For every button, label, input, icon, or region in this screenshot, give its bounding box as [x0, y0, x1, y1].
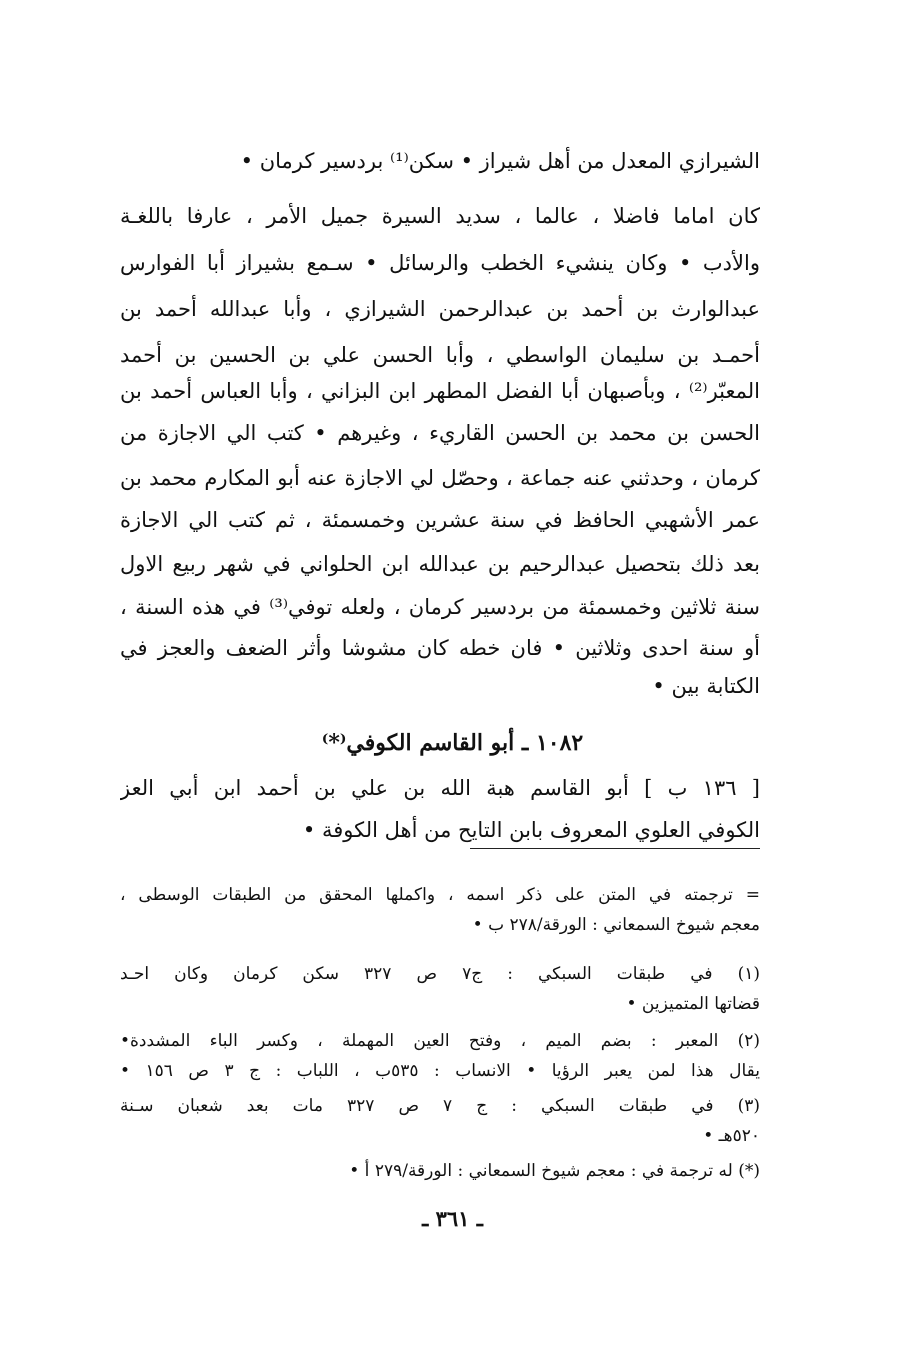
footnote-line: (٢) المعبر : بضم الميم ، وفتح العين المهملة ، وكسر الباء المشددة•: [120, 1031, 760, 1051]
entry-line: [ ١٣٦ ب ] أبو القاسم هبة الله بن علي بن أحمد ابن أبي العز: [120, 776, 760, 800]
body-line: كرمان ، وحدثني عنه جماعة ، وحصّل لي الاجازة عنه أبو المكارم محمد بن: [120, 466, 760, 490]
footnote-line: يقال هذا لمن يعبر الرؤيا • الانساب : ٥٣٥ب ، اللباب : ج ٣ ص ١٥٦ •: [120, 1061, 760, 1081]
footnote-line: (٣) في طبقات السبكي : ج ٧ ص ٣٢٧ مات بعد شعبان سـنة: [120, 1096, 760, 1116]
body-line: الحسن بن محمد بن الحسن القاريء ، وغيرهم • كتب الي الاجازة من: [120, 421, 760, 445]
page-number: ـ ٣٦١ ـ: [422, 1206, 483, 1231]
footnote-line: ٥٢٠هـ •: [703, 1126, 760, 1146]
continuation-line: الشيرازي المعدل من أهل شيراز • سكن⁽¹⁾ بردسير كرمان •: [240, 149, 760, 173]
body-line: عمر الأشهبي الحافظ في سنة عشرين وخمسمئة ، ثم كتب الي الاجازة: [120, 508, 760, 532]
entry-line: الكوفي العلوي المعروف بابن التايح من أهل الكوفة •: [302, 818, 760, 842]
body-line: كان اماما فاضلا ، عالما ، سديد السيرة جميل الأمر ، عارفا باللغـة: [120, 204, 760, 228]
footnote-line: (*) له ترجمة في : معجم شيوخ السمعاني : الورقة/٢٧٩ أ •: [349, 1161, 760, 1181]
footnote-line: = ترجمته في المتن على ذكر اسمه ، واكملها المحقق من الطبقات الوسطى ،: [120, 885, 760, 905]
body-line: والأدب • وكان ينشيء الخطب والرسائل • سـمع بشيراز أبا الفوارس: [120, 251, 760, 275]
body-line: أو سنة احدى وثلاثين • فان خطه كان مشوشا وأثر الضعف والعجز في: [120, 636, 760, 660]
footnote-line: قضاتها المتميزين •: [626, 994, 760, 1014]
entry-heading: ١٠٨٢ ـ أبو القاسم الكوفي⁽*⁾: [321, 730, 584, 756]
body-line: سنة ثلاثين وخمسمئة من بردسير كرمان ، ولعله توفي⁽³⁾ في هذه السنة ،: [120, 595, 760, 619]
body-line: أحمـد بن سليمان الواسطي ، وأبا الحسن علي بن الحسين بن أحمد: [120, 343, 760, 367]
footnote-line: معجم شيوخ السمعاني : الورقة/٢٧٨ ب •: [472, 915, 760, 935]
body-line: المعبّر⁽²⁾ ، وبأصبهان أبا الفضل المطهر ابن البزاني ، وأبا العباس أحمد بن: [120, 379, 760, 403]
footnote-line: (١) في طبقات السبكي : ج٧ ص ٣٢٧ سكن كرمان وكان احـد: [120, 964, 760, 984]
body-line: بعد ذلك بتحصيل عبدالرحيم بن عبدالله ابن الحلواني في شهر ربيع الاول: [120, 552, 760, 576]
body-line: عبدالوارث بن أحمد بن عبدالرحمن الشيرازي ، وأبا عبدالله أحمد بن: [120, 297, 760, 321]
body-line: الكتابة بين •: [652, 674, 760, 698]
footnote-separator: [470, 848, 760, 849]
